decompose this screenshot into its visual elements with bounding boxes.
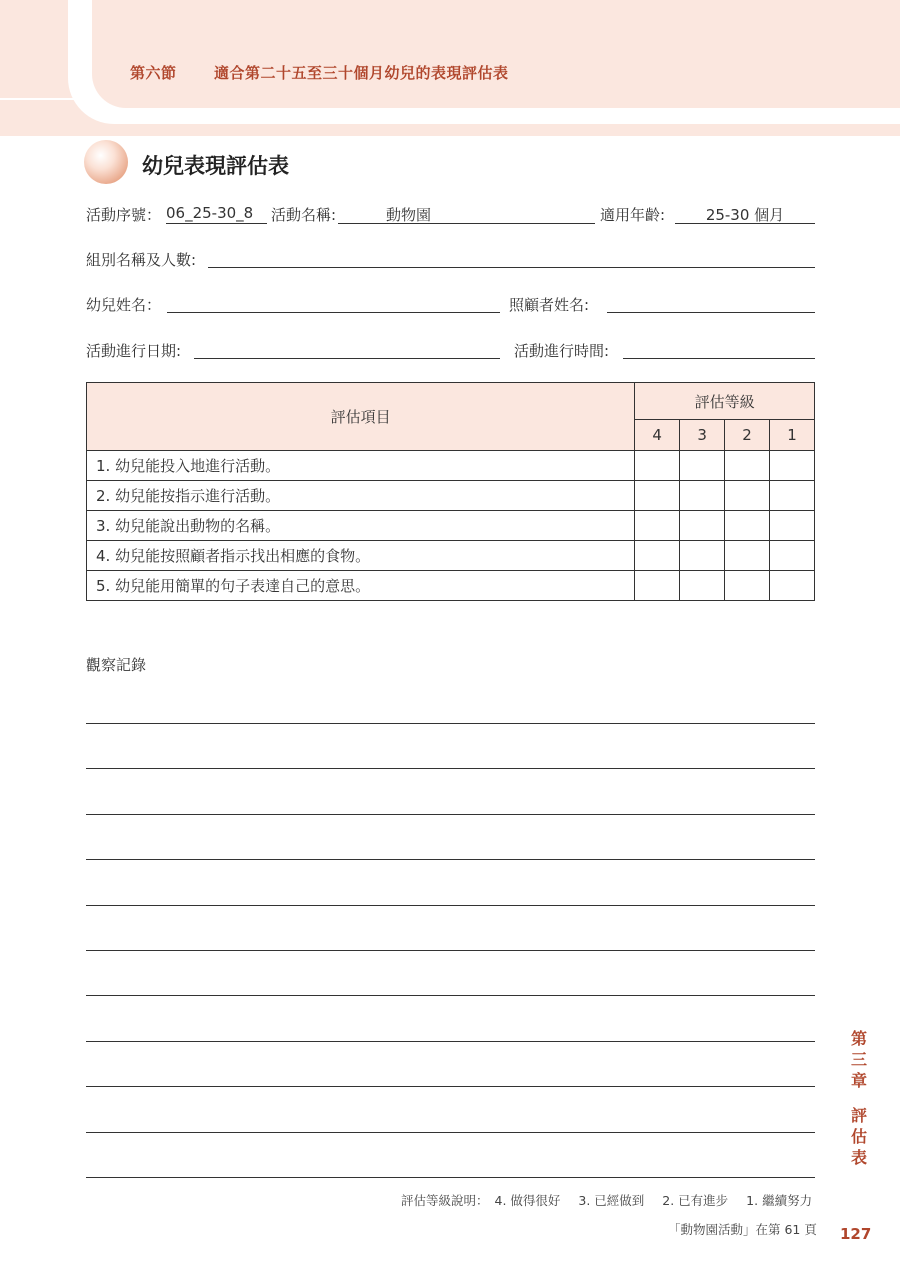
table-row xyxy=(87,481,815,511)
date-label: 活動進行日期: xyxy=(86,342,182,360)
rating-cell[interactable] xyxy=(680,481,725,511)
rating-cell[interactable] xyxy=(635,511,680,541)
age-label: 適用年齡: xyxy=(600,206,666,224)
rating-cell[interactable] xyxy=(770,511,815,541)
level-header: 評估等級 xyxy=(635,383,815,420)
level-2-header: 2 xyxy=(725,420,770,451)
header-card xyxy=(92,0,900,108)
observation-line[interactable] xyxy=(86,723,815,724)
rating-cell[interactable] xyxy=(725,511,770,541)
legend-item: 1. 繼續努力 xyxy=(746,1193,813,1208)
legend-item: 2. 已有進步 xyxy=(662,1193,729,1208)
age-field[interactable]: 25-30 個月 xyxy=(675,204,815,224)
group-field[interactable] xyxy=(208,248,815,268)
page-title: 幼兒表現評估表 xyxy=(142,154,289,178)
rating-cell[interactable] xyxy=(770,481,815,511)
rating-cell[interactable] xyxy=(680,571,725,601)
rating-cell[interactable] xyxy=(725,451,770,481)
side-tab-char: 第 xyxy=(850,1029,867,1048)
activity-no-field[interactable]: 06_25-30_8 xyxy=(166,204,267,224)
item-text: 2. 幼兒能按指示進行活動。 xyxy=(87,481,635,511)
section-title: 適合第二十五至三十個月幼兒的表現評估表 xyxy=(214,64,509,82)
item-text: 4. 幼兒能按照顧者指示找出相應的食物。 xyxy=(87,541,635,571)
table-row xyxy=(87,511,815,541)
item-header: 評估項目 xyxy=(87,383,635,451)
observation-line[interactable] xyxy=(86,1132,815,1133)
section-number: 第六節 xyxy=(130,64,177,82)
side-tab-char: 章 xyxy=(850,1071,867,1090)
page-number: 127 xyxy=(840,1225,872,1243)
table-row xyxy=(87,451,815,481)
observation-line[interactable] xyxy=(86,950,815,951)
rating-cell[interactable] xyxy=(680,541,725,571)
title-bullet-icon xyxy=(84,140,128,184)
observation-line[interactable] xyxy=(86,995,815,996)
date-field[interactable] xyxy=(194,339,500,359)
rating-cell[interactable] xyxy=(635,541,680,571)
activity-reference: 「動物園活動」在第 61 頁 xyxy=(668,1222,817,1237)
activity-name-label: 活動名稱: xyxy=(271,206,337,224)
item-text: 3. 幼兒能說出動物的名稱。 xyxy=(87,511,635,541)
rating-cell[interactable] xyxy=(680,451,725,481)
observation-line[interactable] xyxy=(86,814,815,815)
child-name-field[interactable] xyxy=(167,293,500,313)
rating-cell[interactable] xyxy=(725,481,770,511)
observation-line[interactable] xyxy=(86,1041,815,1042)
rating-cell[interactable] xyxy=(635,481,680,511)
carer-name-field[interactable] xyxy=(607,293,815,313)
level-1-header: 1 xyxy=(770,420,815,451)
activity-name-field[interactable]: 動物園 xyxy=(338,204,595,224)
legend-item: 3. 已經做到 xyxy=(578,1193,645,1208)
item-text: 5. 幼兒能用簡單的句子表達自己的意思。 xyxy=(87,571,635,601)
side-tab-char: 表 xyxy=(850,1148,867,1167)
rating-cell[interactable] xyxy=(635,451,680,481)
activity-no-label: 活動序號： xyxy=(86,206,162,224)
level-3-header: 3 xyxy=(680,420,725,451)
table-row xyxy=(87,541,815,571)
side-tab-char: 估 xyxy=(850,1127,867,1146)
side-tab-char: 評 xyxy=(850,1106,867,1125)
rating-cell[interactable] xyxy=(635,571,680,601)
chapter-label xyxy=(848,1028,870,1091)
chapter-name xyxy=(848,1105,870,1168)
time-field[interactable] xyxy=(623,339,815,359)
evaluation-table xyxy=(86,382,815,601)
rating-cell[interactable] xyxy=(770,571,815,601)
table-row xyxy=(87,571,815,601)
child-name-label: 幼兒姓名： xyxy=(86,296,162,314)
legend-item: 4. 做得很好 xyxy=(494,1193,561,1208)
observation-label: 觀察記錄 xyxy=(86,656,147,674)
rating-cell[interactable] xyxy=(770,451,815,481)
rating-cell[interactable] xyxy=(770,541,815,571)
rating-legend xyxy=(401,1191,812,1209)
item-text: 1. 幼兒能投入地進行活動。 xyxy=(87,451,635,481)
chapter-side-tab xyxy=(848,1028,870,1168)
rating-cell[interactable] xyxy=(725,571,770,601)
legend-label: 評估等級說明： xyxy=(401,1193,489,1208)
observation-line[interactable] xyxy=(86,768,815,769)
observation-line[interactable] xyxy=(86,859,815,860)
carer-name-label: 照顧者姓名: xyxy=(509,296,590,314)
side-tab-char: 三 xyxy=(850,1050,867,1069)
level-4-header: 4 xyxy=(635,420,680,451)
time-label: 活動進行時間: xyxy=(514,342,610,360)
group-label: 組別名稱及人數: xyxy=(86,251,197,269)
observation-line[interactable] xyxy=(86,1086,815,1087)
rating-cell[interactable] xyxy=(680,511,725,541)
observation-line[interactable] xyxy=(86,1177,815,1178)
rating-cell[interactable] xyxy=(725,541,770,571)
observation-line[interactable] xyxy=(86,905,815,906)
